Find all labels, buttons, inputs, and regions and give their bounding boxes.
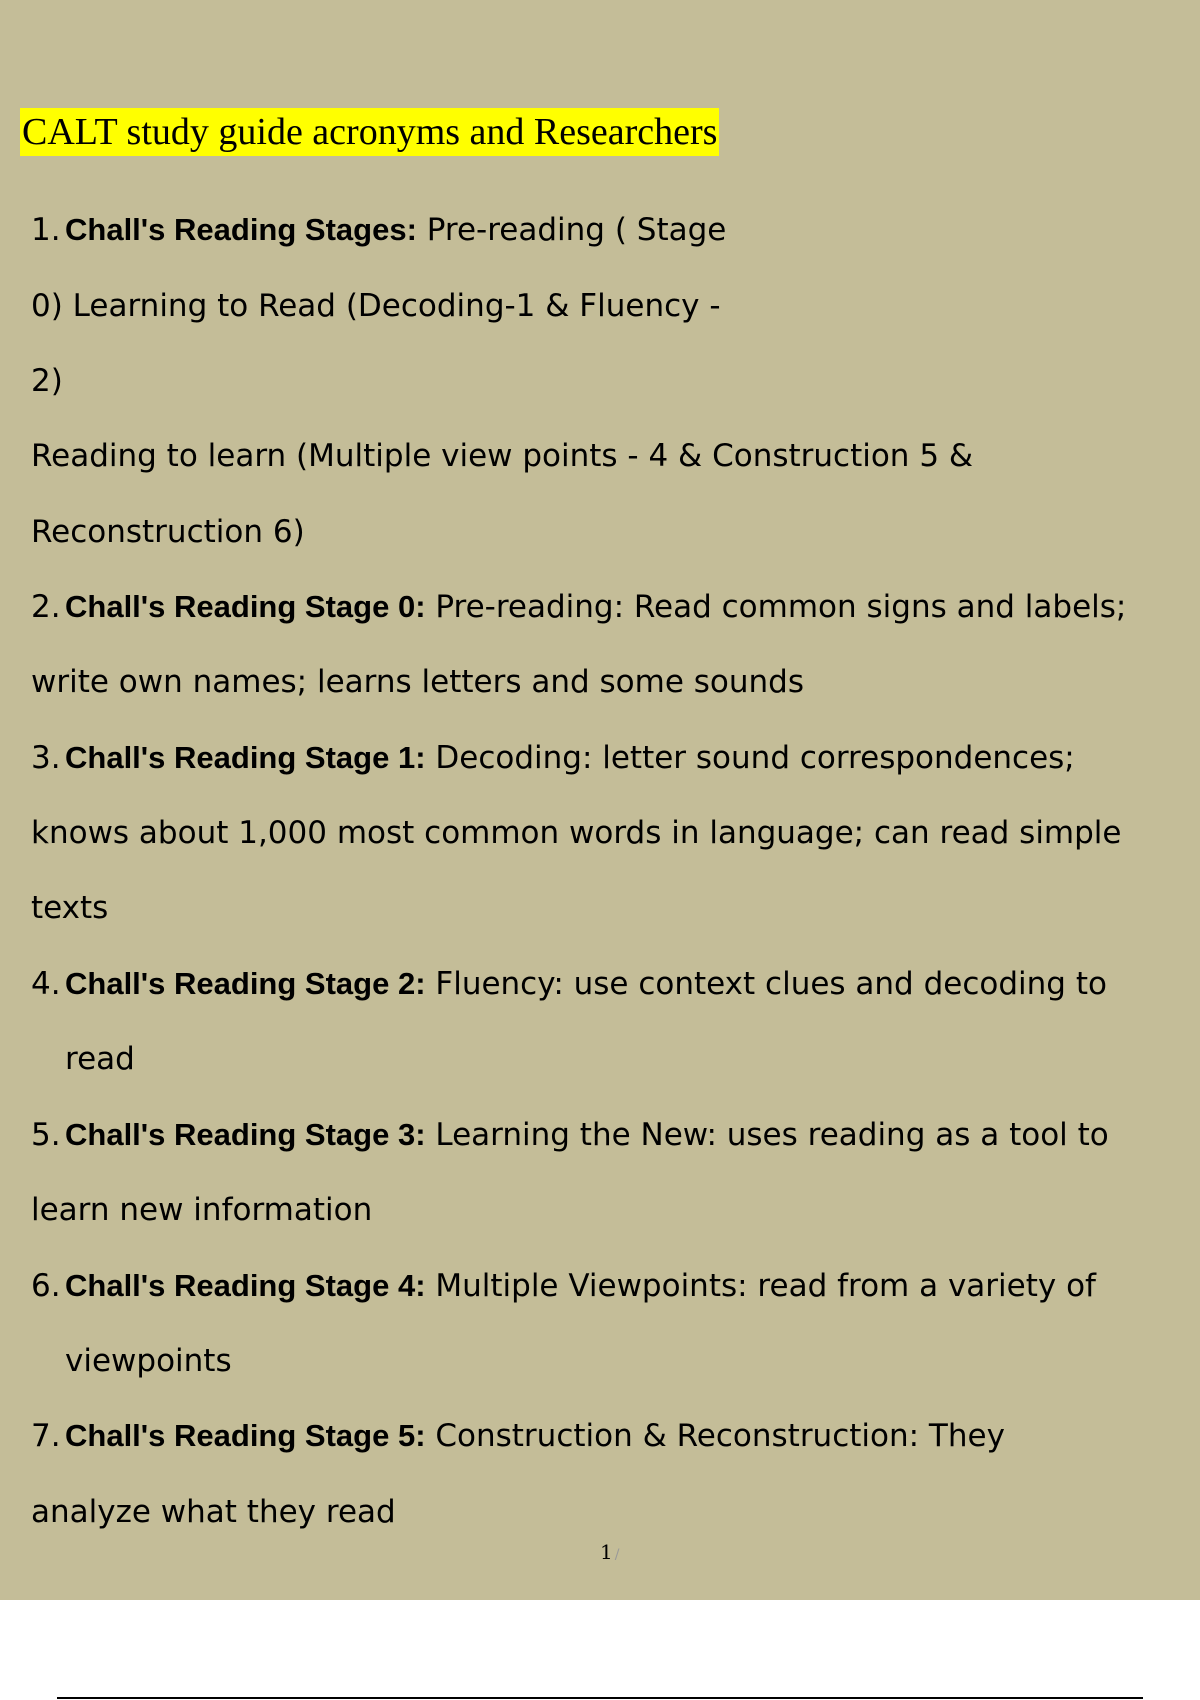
item-text-line: learn new information bbox=[31, 1192, 373, 1228]
item-term: Chall's Reading Stage 4: bbox=[65, 1268, 426, 1303]
item-term: Chall's Reading Stage 3: bbox=[65, 1117, 426, 1152]
item-text: Pre-reading ( Stage bbox=[416, 212, 727, 248]
item-term: Chall's Reading Stage 2: bbox=[65, 966, 426, 1001]
list-item-4 bbox=[31, 964, 1107, 1004]
list-item-6 bbox=[31, 1266, 1096, 1306]
item-text: Pre-reading: Read common signs and labels; bbox=[425, 589, 1127, 625]
item-number: 5. bbox=[31, 1117, 61, 1153]
item-text-line: write own names; learns letters and some sounds bbox=[31, 664, 804, 700]
list-item-1 bbox=[31, 210, 726, 250]
item-term: Chall's Reading Stages: bbox=[65, 212, 417, 247]
list-item-7 bbox=[31, 1416, 1005, 1456]
item-text-line: 0) Learning to Read (Decoding-1 & Fluency - bbox=[31, 288, 721, 324]
item-term: Chall's Reading Stage 0: bbox=[65, 589, 426, 624]
item-term: Chall's Reading Stage 5: bbox=[65, 1418, 426, 1453]
item-text-line: viewpoints bbox=[65, 1343, 232, 1379]
item-text: Decoding: letter sound correspondences; bbox=[425, 740, 1075, 776]
item-text: Learning the New: uses reading as a tool to bbox=[425, 1117, 1109, 1153]
item-text-line: read bbox=[65, 1041, 135, 1077]
item-text: Fluency: use context clues and decoding to bbox=[425, 966, 1107, 1002]
item-text-line: 2) bbox=[31, 363, 63, 399]
document-title: CALT study guide acronyms and Researchers bbox=[20, 108, 719, 156]
item-term: Chall's Reading Stage 1: bbox=[65, 740, 426, 775]
item-number: 3. bbox=[31, 740, 61, 776]
page-number bbox=[600, 1540, 619, 1564]
item-text: Multiple Viewpoints: read from a variety of bbox=[425, 1268, 1096, 1304]
item-text-line: analyze what they read bbox=[31, 1494, 396, 1530]
item-text-line: Reading to learn (Multiple view points - 4 & Construction 5 & bbox=[31, 438, 974, 474]
item-number: 2. bbox=[31, 589, 61, 625]
horizontal-rule bbox=[57, 1697, 1143, 1699]
item-number: 7. bbox=[31, 1418, 61, 1454]
item-text-line: knows about 1,000 most common words in language; can read simple bbox=[31, 815, 1122, 851]
list-item-2 bbox=[31, 587, 1126, 627]
page-number-value: 1 bbox=[600, 1540, 613, 1564]
item-number: 4. bbox=[31, 966, 61, 1002]
item-text-line: Reconstruction 6) bbox=[31, 514, 305, 550]
item-number: 1. bbox=[31, 212, 61, 248]
item-text-line: texts bbox=[31, 890, 109, 926]
list-item-5 bbox=[31, 1115, 1109, 1155]
page-number-suffix: / bbox=[614, 1547, 620, 1563]
item-text: Construction & Reconstruction: They bbox=[425, 1418, 1005, 1454]
item-number: 6. bbox=[31, 1268, 61, 1304]
list-item-3 bbox=[31, 738, 1075, 778]
